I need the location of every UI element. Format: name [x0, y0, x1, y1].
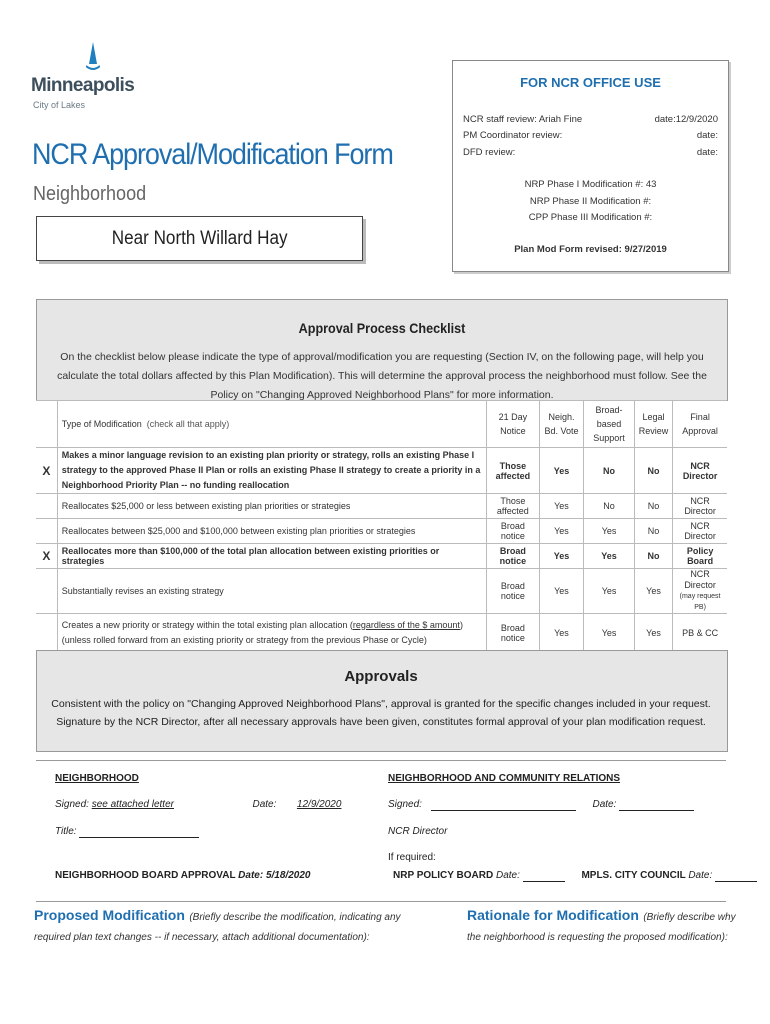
row-final-cell	[673, 569, 727, 614]
col-header-vote: Neigh. Bd. Vote	[539, 401, 583, 448]
ncr-signed-row	[388, 799, 694, 811]
row-vote: Yes	[539, 494, 583, 519]
row-final: PB & CC	[673, 614, 727, 652]
row-notice: Broad notice	[486, 614, 539, 652]
row-checkbox[interactable]: X	[36, 544, 57, 569]
council-date-label: Date:	[688, 870, 713, 881]
row-support: No	[584, 448, 635, 494]
row-final-note: (may request PB)	[679, 593, 721, 611]
proposed-hint-1: (Briefly describe the modification, indicating any	[189, 912, 401, 923]
ncr-signed-label: Signed:	[388, 799, 422, 810]
row-final: NCR Director	[673, 448, 727, 494]
row-legal: Yes	[634, 614, 672, 652]
cpp-phase3-mod: CPP Phase III Modification #:	[528, 212, 653, 223]
check-column-header	[36, 401, 57, 448]
row-checkbox[interactable]	[36, 569, 57, 614]
row-support: No	[584, 494, 635, 519]
row-checkbox[interactable]	[36, 614, 57, 652]
row-checkbox[interactable]: X	[36, 448, 57, 494]
proposed-header-row	[34, 907, 401, 925]
row-notice: Broad notice	[486, 544, 539, 569]
row-description-underlined: regardless of the $ amount	[352, 619, 460, 630]
logo-wordmark: Minneapolis	[31, 75, 135, 96]
row-vote: Yes	[539, 519, 583, 544]
if-required-label: If required:	[388, 852, 436, 863]
col-header-support: Broad-based Support	[584, 401, 635, 448]
policy-date-label: Date:	[495, 870, 520, 881]
row-vote: Yes	[539, 614, 583, 652]
sailboat-logo-icon	[86, 42, 100, 79]
title-line[interactable]	[79, 826, 199, 838]
city-council-label: MPLS. CITY COUNCIL	[581, 870, 686, 881]
pm-review-date: date:	[696, 130, 718, 141]
dfd-review-row	[463, 147, 718, 158]
ncr-header: NEIGHBORHOOD AND COMMUNITY RELATIONS	[388, 773, 621, 784]
rationale-hint-1: (Briefly describe why	[643, 912, 736, 923]
staff-review-row	[463, 114, 718, 125]
board-date[interactable]: 5/18/2020	[265, 870, 311, 881]
col-header-final: Final Approval	[673, 401, 727, 448]
row-vote: Yes	[539, 569, 583, 614]
table-row[interactable]	[36, 544, 727, 569]
dfd-review-date: date:	[696, 147, 718, 158]
nrp-phase2-mod: NRP Phase II Modification #:	[529, 196, 652, 207]
proposed-title: Proposed Modification	[34, 907, 185, 923]
row-support: Yes	[584, 519, 635, 544]
rationale-hint-2: the neighborhood is requesting the proposed modification):	[467, 932, 728, 943]
row-legal: No	[634, 519, 672, 544]
council-date-line[interactable]	[715, 870, 757, 882]
row-description: Substantially revises an existing strategy	[57, 569, 486, 614]
type-hint: (check all that apply)	[146, 419, 230, 429]
board-date-label: Date:	[238, 870, 264, 881]
policy-board-label: NRP POLICY BOARD	[393, 870, 494, 881]
form-subtitle: Neighborhood	[33, 183, 147, 205]
rationale-header-row	[467, 907, 736, 925]
checklist-title: Approval Process Checklist	[298, 320, 466, 336]
row-legal: No	[634, 544, 672, 569]
row-support: Yes	[584, 614, 635, 652]
logo-tagline: City of Lakes	[33, 100, 86, 110]
ncr-date-line[interactable]	[619, 799, 694, 811]
checklist-section	[36, 299, 728, 401]
row-legal: No	[634, 448, 672, 494]
col-header-notice: 21 Day Notice	[486, 401, 539, 448]
office-use-box	[452, 60, 729, 272]
neighborhood-signed-row	[55, 799, 359, 810]
table-row[interactable]	[36, 519, 727, 544]
row-checkbox[interactable]	[36, 494, 57, 519]
col-header-legal: Legal Review	[634, 401, 672, 448]
form-title: NCR Approval/Modification Form	[32, 138, 393, 171]
checklist-intro: On the checklist below please indicate the type of approval/modification you are requesting (Section IV, on the following page, will help you calculate the total dollars affected by this Plan Modification). This will determine the approval process the neighborhood must follow. See the Policy on "Changing Approved Neighborhood Plans" for more information.	[57, 351, 707, 401]
nrp-phase1-mod: NRP Phase I Modification #: 43	[524, 179, 657, 190]
ncr-signature-line[interactable]	[431, 799, 576, 811]
row-description-post: ) (unless rolled forward from an existing priority or strategy from the previous Phase or Cycle)	[61, 619, 463, 645]
row-support: Yes	[584, 544, 635, 569]
checklist-header-row	[36, 401, 727, 448]
row-vote: Yes	[539, 448, 583, 494]
checklist-table	[36, 400, 727, 677]
row-notice: Broad notice	[486, 519, 539, 544]
row-description: Reallocates between $25,000 and $100,000 between existing plan priorities or strategies	[57, 519, 486, 544]
rationale-title: Rationale for Modification	[467, 907, 639, 923]
signed-label: Signed:	[55, 799, 89, 810]
policy-date-line[interactable]	[523, 870, 565, 882]
row-final: NCR Director	[684, 569, 716, 590]
ncr-date-label: Date:	[592, 799, 617, 810]
row-notice: Those affected	[486, 494, 539, 519]
signed-value[interactable]: see attached letter	[91, 799, 174, 810]
row-legal: No	[634, 494, 672, 519]
row-support: Yes	[584, 569, 635, 614]
row-description-pre: Creates a new priority or strategy within the total existing plan allocation (	[61, 619, 353, 630]
plan-mod-revised: Plan Mod Form revised: 9/27/2019	[514, 244, 667, 255]
type-label: Type of Modification	[61, 419, 142, 429]
approvals-line-2: Signature by the NCR Director, after all necessary approvals have been given, constitutes formal approval of your plan modification request.	[56, 716, 706, 728]
approvals-text	[46, 695, 716, 731]
row-notice: Those affected	[486, 448, 539, 494]
title-label: Title:	[55, 826, 77, 837]
neighborhood-name: Near North Willard Hay	[111, 227, 288, 249]
table-row[interactable]	[36, 448, 727, 494]
neighborhood-name-box[interactable]	[36, 216, 363, 261]
approvals-line-1: Consistent with the policy on "Changing Approved Neighborhood Plans", approval is granted for the specific changes included in your request.	[51, 698, 711, 710]
row-description: Reallocates $25,000 or less between existing plan priorities or strategies	[57, 494, 486, 519]
table-row[interactable]	[36, 494, 727, 519]
row-description	[57, 614, 486, 652]
row-checkbox[interactable]	[36, 519, 57, 544]
staff-review: NCR staff review: Ariah Fine	[463, 114, 583, 125]
board-approval-label: NEIGHBORHOOD BOARD APPROVAL	[55, 870, 236, 881]
ncr-director-label: NCR Director	[388, 826, 448, 837]
proposed-hint-2: required plan text changes -- if necessary, attach additional documentation):	[34, 932, 370, 943]
approvals-title: Approvals	[344, 668, 418, 685]
date-label: Date:	[252, 799, 277, 810]
table-row[interactable]	[36, 569, 727, 614]
row-vote: Yes	[539, 544, 583, 569]
pm-review-row	[463, 130, 718, 141]
row-legal: Yes	[634, 569, 672, 614]
policy-board-row	[393, 870, 757, 882]
neighborhood-header: NEIGHBORHOOD	[55, 773, 139, 784]
row-final: NCR Director	[673, 519, 727, 544]
staff-review-date: date:12/9/2020	[654, 114, 718, 125]
table-row[interactable]	[36, 614, 727, 652]
dfd-review: DFD review:	[463, 147, 516, 158]
type-header	[57, 401, 486, 448]
office-use-header: FOR NCR OFFICE USE	[520, 75, 661, 90]
row-notice: Broad notice	[486, 569, 539, 614]
pm-review: PM Coordinator review:	[463, 130, 563, 141]
row-description: Reallocates more than $100,000 of the total plan allocation between existing priorities or strategies	[57, 544, 486, 569]
row-final: NCR Director	[673, 494, 727, 519]
title-row	[55, 826, 199, 838]
row-description: Makes a minor language revision to an existing plan priority or strategy, rolls an existing Phase I strategy to the approved Phase II Plan or rolls an existing Phase II strategy to create a priority in a Neighborhood Priority Plan -- no funding reallocation	[57, 448, 486, 494]
date-value[interactable]: 12/9/2020	[296, 799, 342, 810]
board-approval-row	[55, 870, 310, 881]
row-final: Policy Board	[673, 544, 727, 569]
